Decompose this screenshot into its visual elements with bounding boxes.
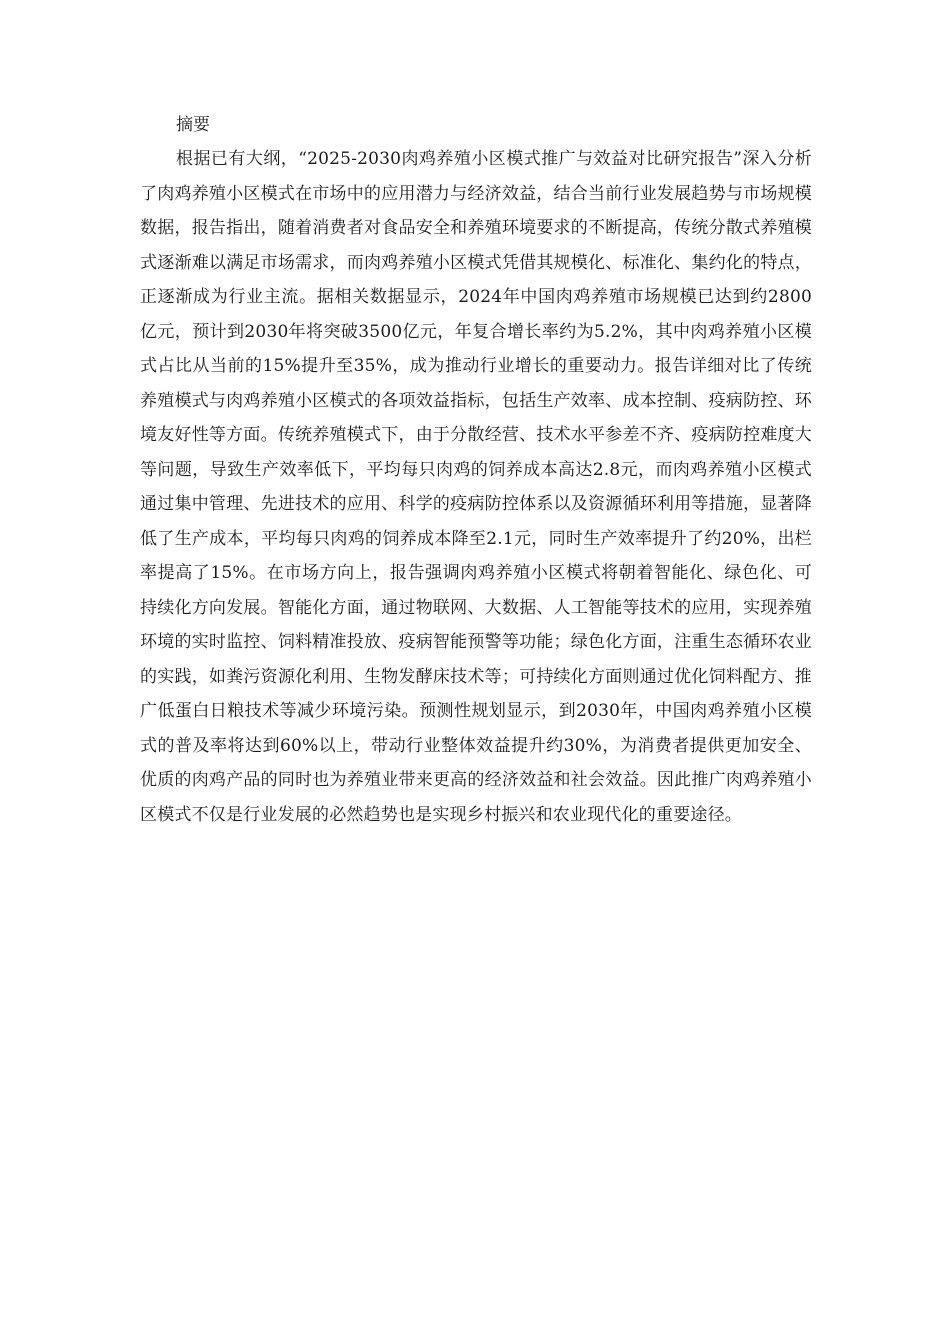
abstract-heading: 摘要 — [176, 115, 210, 135]
abstract-paragraph: 根据已有大纲，“2025-2030肉鸡养殖小区模式推广与效益对比研究报告”深入分析了肉鸡养殖小区模式在市场中的应用潜力与经济效益，结合当前行业发展趋势与市场规模数据，报告指出，随着消费者对食品安全和养殖环境要求的不断提高，传统分散式养殖模式逐渐难以满足市场需求，而肉鸡养殖小区模式凭借其规模化、标准化、集约化的特点，正逐渐成为行业主流。据相关数据显示，2024年中国肉鸡养殖市场规模已达到约2800亿元，预计到2030年将突破3500亿元，年复合增长率约为5.2%，其中肉鸡养殖小区模式占比从当前的15%提升至35%，成为推动行业增长的重要动力。报告详细对比了传统养殖模式与肉鸡养殖小区模式的各项效益指标，包括生产效率、成本控制、疫病防控、环境友好性等方面。传统养殖模式下，由于分散经营、技术水平参差不齐、疫病防控难度大等问题，导致生产效率低下，平均每只肉鸡的饲养成本高达2.8元，而肉鸡养殖小区模式通过集中管理、先进技术的应用、科学的疫病防控体系以及资源循环利用等措施，显著降低了生产成本，平均每只肉鸡的饲养成本降至2.1元，同时生产效率提升了约20%，出栏率提高了15%。在市场方向上，报告强调肉鸡养殖小区模式将朝着智能化、绿色化、可持续化方向发展。智能化方面，通过物联网、大数据、人工智能等技术的应用，实现养殖环境的实时监控、饲料精准投放、疫病智能预警等功能；绿色化方面，注重生态循环农业的实践，如粪污资源化利用、生物发酵床技术等；可持续化方面则通过优化饲料配方、推广低蛋白日粮技术等减少环境污染。预测性规划显示，到2030年，中国肉鸡养殖小区模式的普及率将达到60%以上，带动行业整体效益提升约30%，为消费者提供更加安全、优质的肉鸡产品的同时也为养殖业带来更高的经济效益和社会效益。因此推广肉鸡养殖小区模式不仅是行业发展的必然趋势也是实现乡村振兴和农业现代化的重要途径。 — [140, 149, 812, 825]
document-content — [140, 108, 812, 832]
